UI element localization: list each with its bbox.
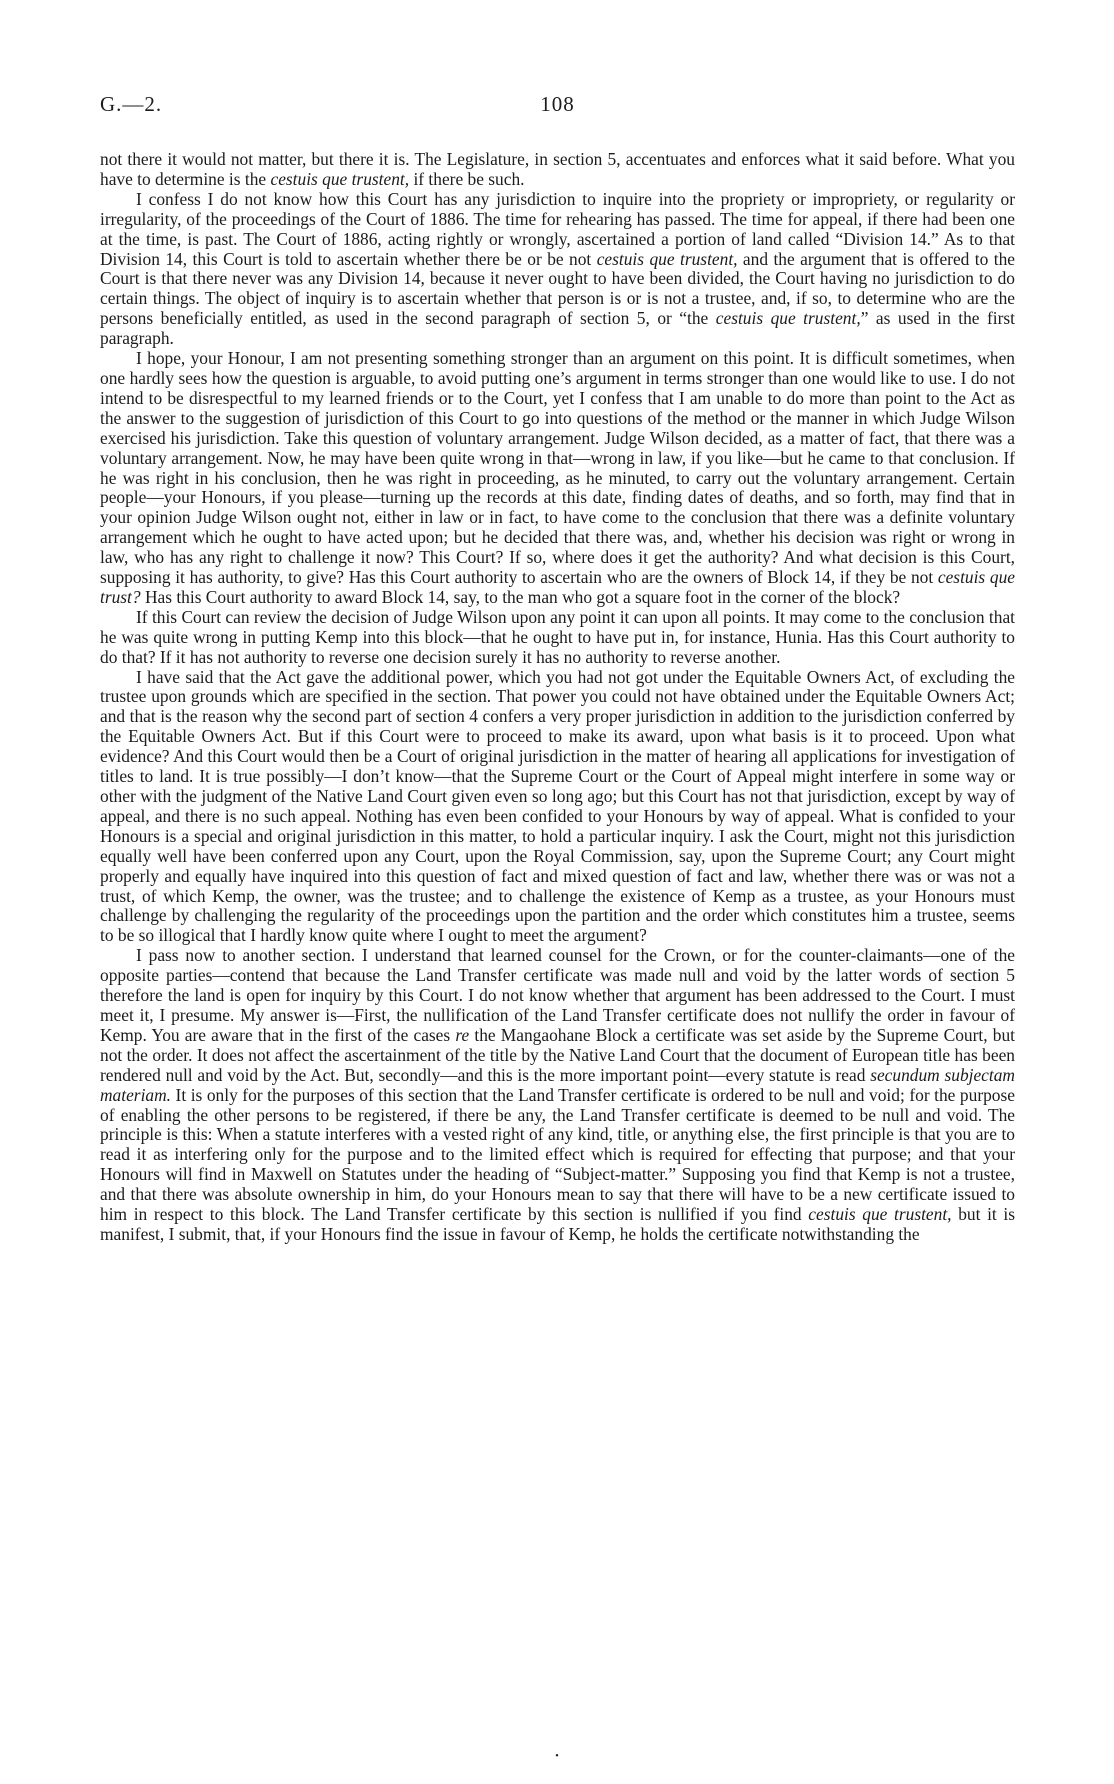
paragraph (100, 150, 1015, 190)
paragraph (100, 946, 1015, 1245)
page-number: 108 (540, 92, 575, 116)
footer-mark: • (555, 1751, 559, 1762)
text-run: ” as used in the first paragraph. (100, 308, 1015, 349)
text-run: Has this Court authority to award Block 14, say, to the man who got a square foot in the corner of the block? (140, 586, 901, 607)
italic-text: cestuis que trustent, (270, 168, 410, 189)
italic-text: cestuis que trustent, (715, 308, 861, 329)
text-run: but it is manifest, I submit, that, if your Honours find the issue in favour of Kemp, he holds the certificate notwithstanding the (100, 1204, 1015, 1244)
italic-text: cestuis que trust? (100, 567, 1015, 607)
text-run: the Mangaohane Block a certificate was set aside by the Supreme Court, but not the order. It does not affect the ascertainment of the title by the Native Land Court that the document of European title has been rendered null and void by the Act. But, secondly—and this is the more important point—every statute is read (100, 1024, 1015, 1085)
page-body (100, 150, 1015, 1730)
paragraph (100, 668, 1015, 947)
text-run: I hope, your Honour, I am not presenting something stronger than an argument on this point. It is difficult sometimes, when one hardly sees how the question is arguable, to avoid putting one’s argument in terms stronger than one would like to use. I do not intend to be disrespectful to my learned friends or to the Court, yet I confess that I am unable to do more than point to the Act as the answer to the suggestion of jurisdiction of this Court to go into questions of the method or the manner in which Judge Wilson exercised his jurisdiction. Take this question of voluntary arrangement. Judge Wilson decided, as a matter of fact, that there was a voluntary arrangement. Now, he may have been quite wrong in that—wrong in law, if you like—but he came to that conclusion. If he was right in his conclusion, then he was right in proceeding, as he minuted, to carry out the voluntary arrangement. Certain people—your Honours, if you please—turning up the records at this date, finding dates of deaths, and so forth, may find that in your opinion Judge Wilson ought not, either in law or in fact, to have come to the conclusion that there was a definite voluntary arrangement which he ought to have acted upon; but he decided that there was, and, whether his decision was right or wrong in law, who has any right to challenge it now? This Court? If so, where does it get the authority? And what decision is this Court, supposing it has authority, to give? Has this Court authority to ascertain who are the owners of Block 14, if they be not (100, 348, 1015, 588)
italic-text: cestuis que trustent, (596, 248, 738, 269)
paragraph (100, 349, 1015, 608)
text-run: I confess I do not know how this Court has any jurisdiction to inquire into the propriety or impropriety, or regularity or irregularity, of the proceedings of the Court of 1886. The time for rehearing has passed. The time for appeal, if there had been one at the time, is past. The Court of 1886, acting rightly or wrongly, ascertained a portion of land called “Division 14.” As to that Division 14, this Court is told to ascertain whether there be or be not (100, 188, 1015, 269)
page-header (100, 92, 1015, 118)
text-run: if there be such. (409, 168, 525, 189)
document-reference: G.—2. (100, 92, 163, 116)
text-run: If this Court can review the decision of Judge Wilson upon any point it can upon all points. It may come to the conclusion that he was quite wrong in putting Kemp into this block—that he ought to have put in, for instance, Hunia. Has this Court authority to do that? If it has not authority to reverse one decision surely it has no authority to reverse another. (100, 606, 1015, 667)
text-run: and the argument that is offered to the Court is that there never was any Division 14, because it never ought to have been divided, the Court having no jurisdiction to do certain things. The object of inquiry is to ascertain whether that person is or is not a trustee, and, if so, to determine who are the persons beneficially entitled, as used in the second paragraph of section 5, or “the (100, 248, 1015, 329)
text-run: I have said that the Act gave the additional power, which you had not got under the Equitable Owners Act, of excluding the trustee upon grounds which are specified in the section. That power you could not have obtained under the Equitable Owners Act; and that is the reason why the second part of section 4 confers a very proper jurisdiction in addition to the jurisdiction conferred by the Equitable Owners Act. But if this Court were to proceed to make its award, upon what basis is it to proceed. Upon what evidence? And this Court would then be a Court of original jurisdiction in the matter of hearing all applications for investigation of titles to land. It is true possibly—I don’t know—that the Supreme Court or the Court of Appeal might interfere in some way or other with the judgment of the Native Land Court given even so long ago; but this Court has not that jurisdiction, except by way of appeal, and there is no such appeal. Nothing has even been confided to your Honours by way of appeal. What is confided to your Honours is a special and original jurisdiction in this matter, to hold a particular inquiry. I ask the Court, might not this jurisdiction equally well have been conferred upon any Court, upon the Royal Commission, say, upon the Supreme Court; any Court might properly and equally have inquired into this question of fact and mixed question of fact and law, whether there was or was not a trust, of which Kemp, the owner, was the trustee; and to challenge the existence of Kemp as a trustee, as your Honours must challenge by challenging the regularity of the proceedings upon the partition and the order which constitutes him a trustee, seems to be so illogical that I hardly know quite where I ought to meet the argument? (100, 666, 1015, 946)
italic-text: secundum subjectam materiam. (100, 1064, 1015, 1105)
italic-text: cestuis que trustent, (808, 1204, 952, 1225)
text-run: not there it would not matter, but there it is. The Legislature, in section 5, accentuates and enforces what it said before. What you have to determine is the (100, 150, 1015, 189)
text-run: I pass now to another section. I understand that learned counsel for the Crown, or for the counter-claimants—one of the opposite parties—contend that because the Land Transfer certificate was made null and void by the latter words of section 5 therefore the land is open for inquiry by this Court. I do not know whether that argument has been addressed to the Court. I must meet it, I presume. My answer is—First, the nullification of the Land Transfer certificate does not nullify the order in favour of Kemp. You are aware that in the first of the cases (100, 945, 1015, 1045)
paragraph (100, 608, 1015, 668)
italic-text: re (455, 1024, 470, 1045)
paragraph (100, 190, 1015, 349)
text-run: It is only for the purposes of this section that the Land Transfer certificate is ordered to be null and void; for the purpose of enabling the other persons to be registered, if there be any, the Land Transfer certificate is deemed to be null and void. The principle is this: When a statute interferes with a vested right of any kind, title, or anything else, the first principle is that you are to read it as interfering only for the purpose and to the limited effect which is required for effecting that purpose; and that your Honours will find in Maxwell on Statutes under the heading of “Subject-matter.” Supposing you find that Kemp is not a trustee, and that there was absolute ownership in him, do your Honours mean to say that there will have to be a new certificate issued to him in respect to this block. The Land Transfer certificate by this section is nullified if you find (100, 1084, 1015, 1225)
